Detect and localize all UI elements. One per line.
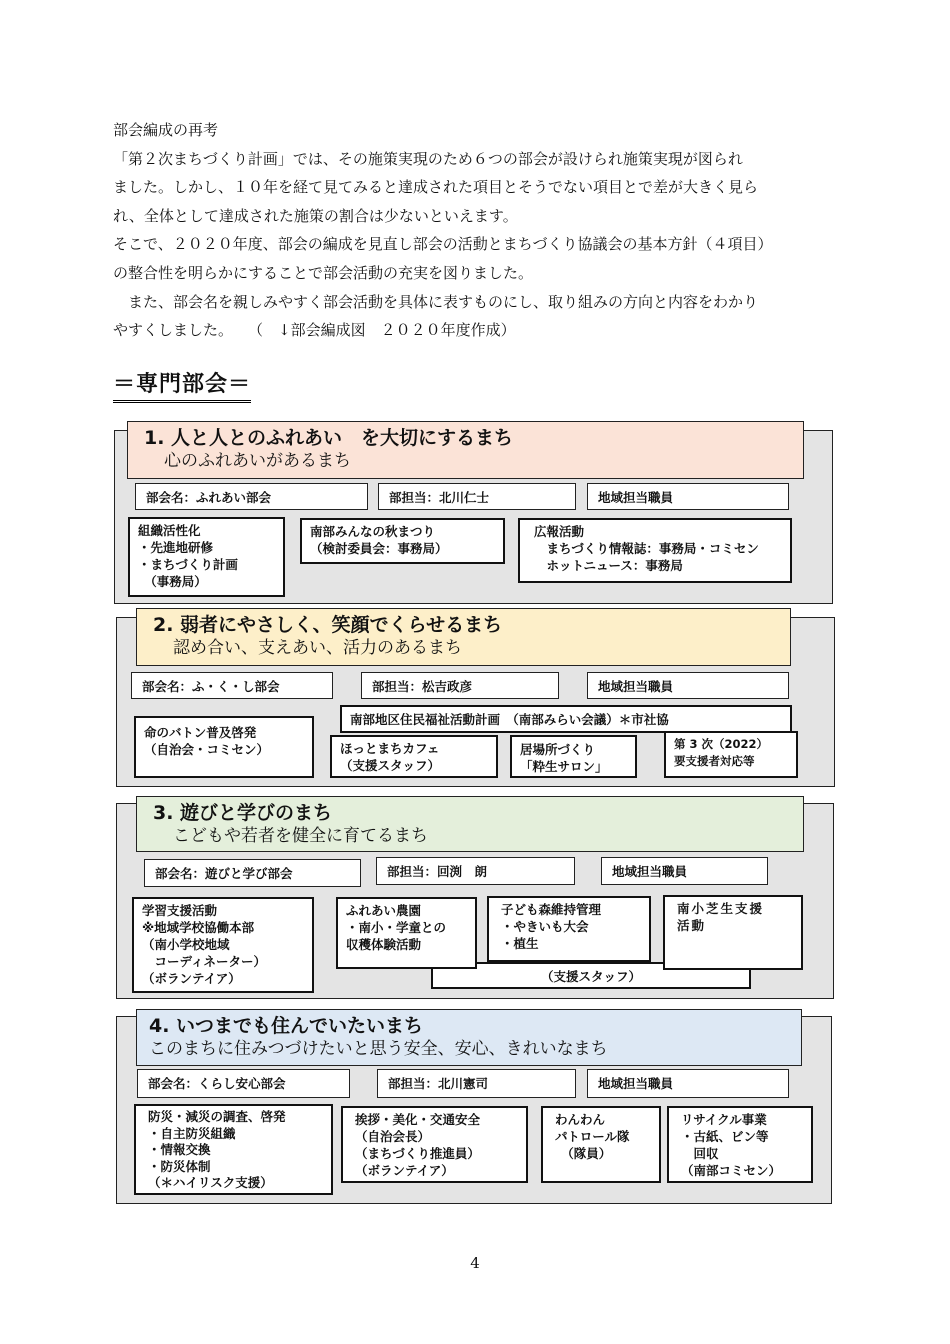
section-2-board-manager: 部担当：松吉政彦 <box>361 672 559 699</box>
section-3-activity-box: 南小芝生支援 活動 <box>663 895 803 970</box>
section-4-board-manager: 部担当：北川憲司 <box>377 1069 576 1098</box>
section-2-regional-staff: 地域担当職員 <box>587 672 789 699</box>
section-1-title: 1. 人と人とのふれあい を大切にするまち <box>144 427 514 449</box>
section-3-committee-name: 部会名：遊びと学び部会 <box>144 859 361 887</box>
section-3-title-box <box>136 796 804 852</box>
intro-line: 「第２次まちづくり計画」では、その施策実現のため６つの部会が設けられ施策実現が図られ <box>113 149 743 168</box>
section-2-title-box <box>136 608 791 666</box>
section-heading: ＝専門部会＝ <box>113 370 251 403</box>
intro-line: やすくしました。 （ ↓部会編成図 ２０２０年度作成） <box>113 321 516 340</box>
section-1-subtitle: 心のふれあいがあるまち <box>164 451 351 471</box>
section-1-regional-staff: 地域担当職員 <box>587 483 789 510</box>
section-2-activity-box: 第 3 次（2022） 要支援者対応等 <box>664 731 798 778</box>
intro-line: また、部会名を親しみやすく部会活動を具体に表すものにし、取り組みの方向と内容をわかり <box>113 292 759 311</box>
intro-line: そこで、２０２０年度、部会の編成を見直し部会の活動とまちづくり協議会の基本方針（４項目） <box>113 235 773 254</box>
section-3-subtitle: こどもや若者を健全に育てるまち <box>173 826 428 846</box>
section-3-support-staff-box: （支援スタッフ） <box>431 962 751 989</box>
section-4-committee-name: 部会名：くらし安心部会 <box>137 1069 350 1098</box>
section-1-committee-name: 部会名：ふれあい部会 <box>135 483 368 510</box>
section-4-subtitle: このまちに住みつづけたいと思う安全、安心、きれいなまち <box>149 1039 608 1059</box>
section-4-regional-staff: 地域担当職員 <box>587 1069 789 1098</box>
section-1-activity-box: 広報活動 まちづくり情報誌：事務局・コミセン ホットニュース：事務局 <box>518 518 792 583</box>
section-3-regional-staff: 地域担当職員 <box>601 857 768 885</box>
section-2-activity-box: 命のバトン普及啓発 （自治会・コミセン） <box>134 716 314 778</box>
intro-heading: 部会編成の再考 <box>113 121 219 139</box>
intro-line: ました。しかし、１０年を経て見てみると達成された項目とそうでない項目とで差が大きく見ら <box>113 178 759 197</box>
section-2-welfare-plan-box: 南部地区住民福祉活動計画 （南部みらい会議）＊市社協 <box>340 705 792 733</box>
section-3-activity-box: 学習支援活動 ※地域学校協働本部 （南小学校地域 コーディネーター） （ボランテイア） <box>132 897 314 993</box>
section-2-activity-box: 居場所づくり 「粋生サロン」 <box>510 735 637 778</box>
section-2-committee-name: 部会名：ふ・く・し部会 <box>131 672 333 699</box>
section-4-title-box <box>136 1009 802 1066</box>
section-2-subtitle: 認め合い、支えあい、活力のあるまち <box>173 638 462 658</box>
section-4-activity-box: 挨拶・美化・交通安全 （自治会長） （まちづくり推進員） （ボランテイア） <box>341 1106 528 1183</box>
intro-line: の整合性を明らかにすることで部会活動の充実を図りました。 <box>113 263 534 282</box>
section-3-title: 3. 遊びと学びのまち <box>153 802 333 824</box>
section-4-activity-box: 防災・減災の調査、啓発 ・自主防災組織 ・情報交換 ・防災体制 （＊ハイリスク支援） <box>134 1104 333 1195</box>
intro-line: れ、全体として達成された施策の割合は少ないといえます。 <box>113 206 518 225</box>
section-4-activity-box: リサイクル事業 ・古紙、ビン等 回収 （南部コミセン） <box>667 1106 813 1183</box>
section-2-title: 2. 弱者にやさしく、笑顔でくらせるまち <box>153 614 503 636</box>
section-4-title: 4. いつまでも住んでいたいまち <box>149 1015 424 1037</box>
section-3-activity-box: 子ども森維持管理 ・やきいも大会 ・植生 <box>487 896 651 962</box>
section-3-board-manager: 部担当：回渕 朗 <box>376 857 575 885</box>
intro-text <box>113 116 853 345</box>
page-number: 4 <box>470 1254 480 1272</box>
section-1-title-box <box>127 421 804 479</box>
section-4-activity-box: わんわん パトロール隊 （隊員） <box>541 1106 661 1183</box>
section-2-activity-box: ほっとまちカフェ （支援スタッフ） <box>330 735 498 778</box>
section-3-activity-box: ふれあい農園 ・南小・学童との 収穫体験活動 <box>336 897 477 969</box>
section-1-activity-box: 組織活性化 ・先進地研修 ・まちづくり計画 （事務局） <box>128 517 285 597</box>
section-1-board-manager: 部担当：北川仁士 <box>378 483 576 510</box>
section-1-activity-box: 南部みんなの秋まつり （検討委員会：事務局） <box>300 518 505 564</box>
